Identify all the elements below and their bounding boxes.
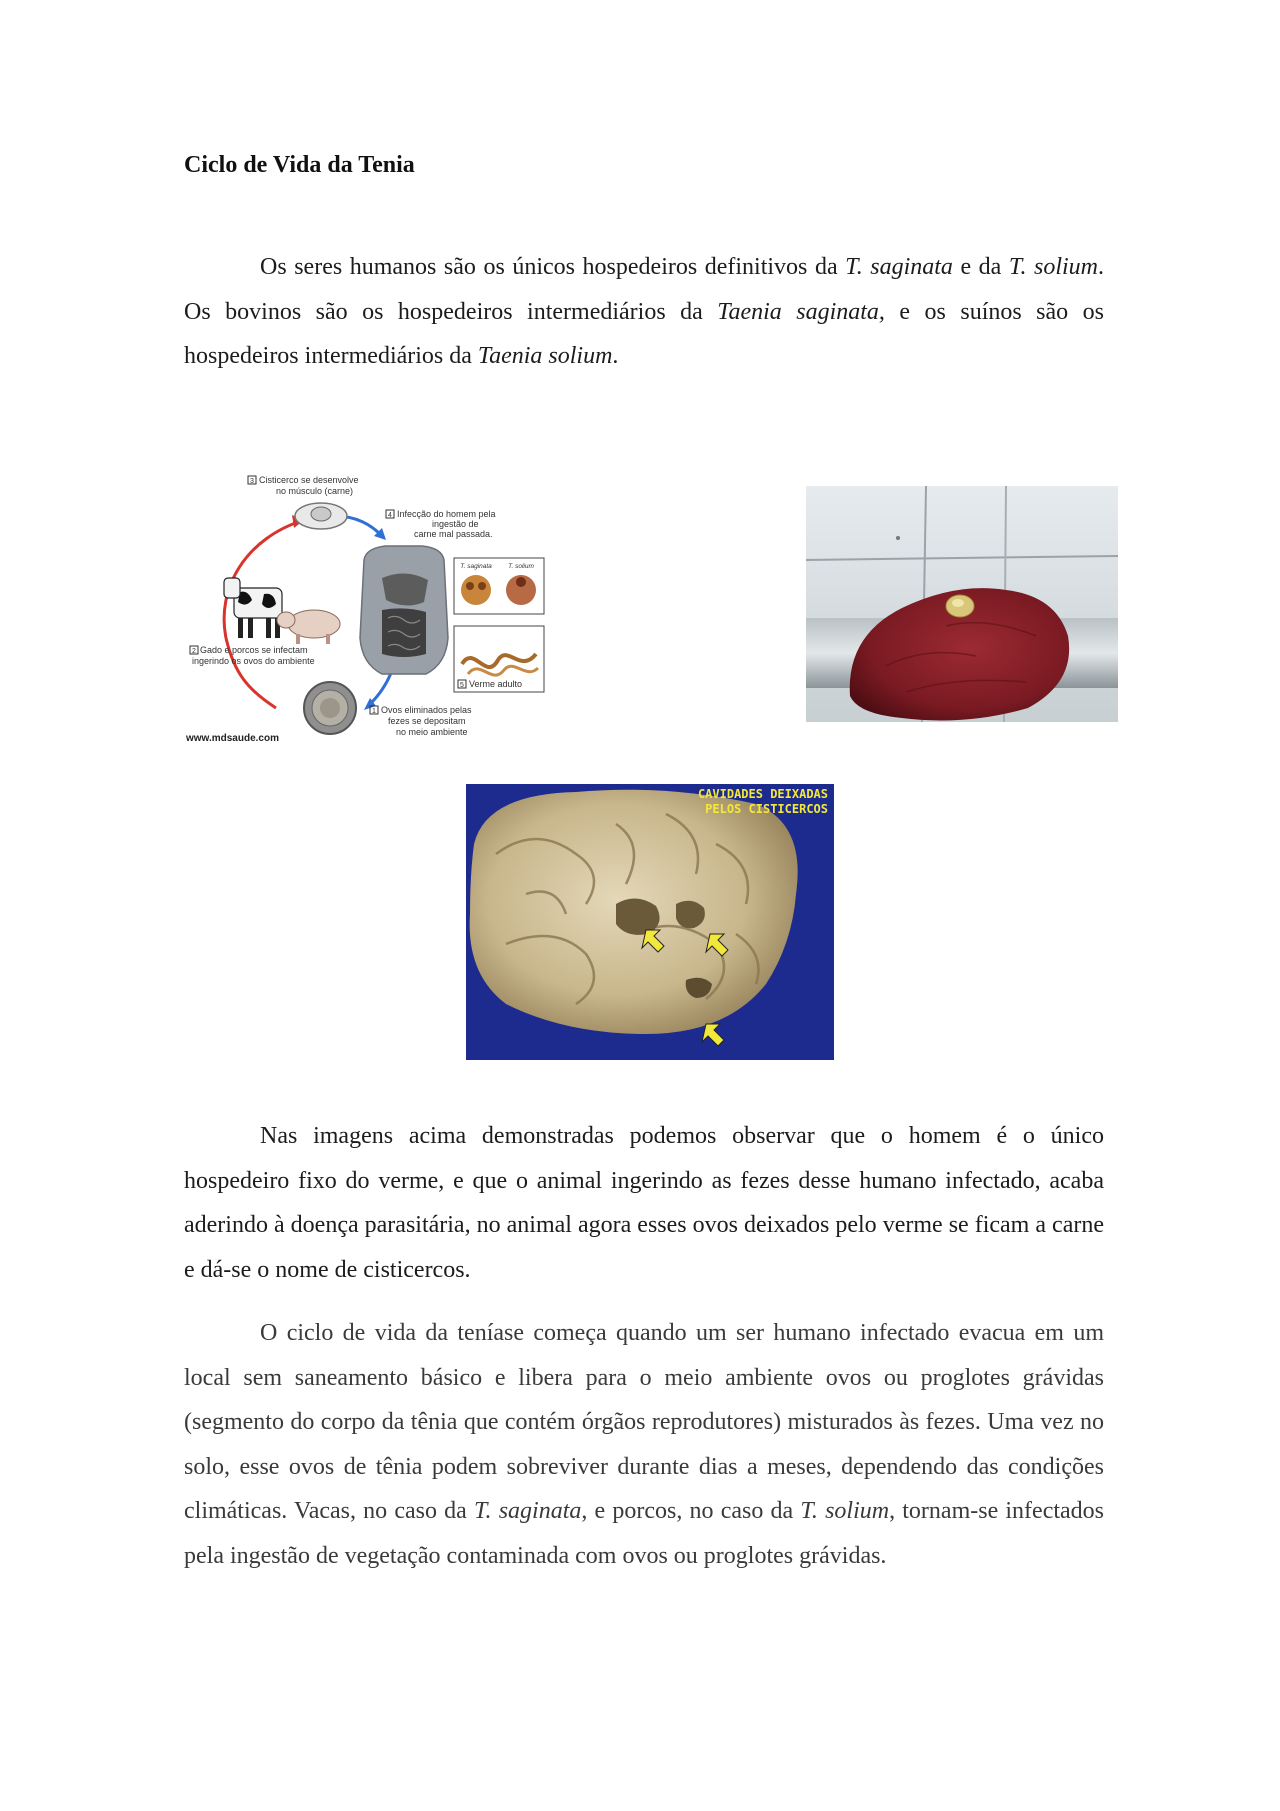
species-name: T. saginata: [845, 254, 953, 280]
step-label: Gado e porcos se infectam: [200, 645, 308, 655]
wall-speck: [896, 536, 900, 540]
cyst-highlight: [952, 599, 964, 607]
overlay-caption: PELOS CISTICERCOS: [705, 802, 828, 816]
pig-head-icon: [277, 612, 295, 628]
step-label: Cisticerco se desenvolve: [259, 475, 359, 485]
step-label: no meio ambiente: [396, 727, 468, 737]
step-number: 1: [372, 708, 376, 715]
species-name: T. solium: [800, 1498, 890, 1524]
paragraph-hosts: [184, 245, 1104, 379]
sucker-icon: [478, 582, 486, 590]
step-number: 5: [460, 682, 464, 689]
step-label: no músculo (carne): [276, 486, 354, 496]
species-name: Taenia solium: [477, 343, 613, 369]
cow-head-icon: [224, 578, 240, 598]
brain-cavities-photo: [466, 784, 834, 1060]
step-label: Verme adulto: [469, 679, 523, 689]
text-run: e da: [952, 254, 1009, 280]
lifecycle-diagram: [186, 468, 552, 748]
pig-leg-icon: [326, 634, 330, 644]
step-number: 4: [388, 512, 392, 519]
species-name: T. solium: [1008, 254, 1098, 280]
intestine-icon: [382, 608, 426, 657]
text-run: , e porcos, no caso da: [581, 1498, 801, 1524]
paragraph-lifecycle: [184, 1311, 1104, 1578]
step-number: 3: [250, 478, 254, 485]
step-label: ingestão de: [432, 519, 479, 529]
document-title: Ciclo de Vida da Tenia: [184, 152, 415, 178]
step-label: fezes se depositam: [388, 716, 466, 726]
step-number: 2: [192, 648, 196, 655]
pig-leg-icon: [296, 634, 300, 644]
stomach-icon: [382, 573, 428, 605]
step-label: Infecção do homem pela: [397, 509, 496, 519]
egg-core-icon: [320, 698, 340, 718]
step-label: ingerindo os ovos do ambiente: [192, 656, 315, 666]
step-label: carne mal passada.: [414, 529, 493, 539]
cysticercus-scolex-icon: [311, 507, 331, 521]
species-label: T. saginata: [460, 563, 492, 570]
cow-leg-icon: [266, 618, 271, 638]
step-label: Ovos eliminados pelas: [381, 705, 472, 715]
scolex-saginata-icon: [461, 575, 491, 605]
rostellum-icon: [516, 577, 526, 587]
cow-leg-icon: [238, 618, 243, 638]
source-watermark: www.mdsaude.com: [186, 733, 279, 744]
text-run: Os seres humanos são os únicos hospedeiros definitivos da: [260, 254, 846, 280]
infected-meat-photo: [806, 486, 1118, 722]
text-run: . Os bovinos são os hospedeiros intermediários da: [184, 254, 1104, 325]
text-run: O ciclo de vida da teníase começa quando um ser humano infectado evacua em um local sem saneamento básico e libera para o meio ambiente ovos ou proglotes grávidas (segmento do corpo da tênia que contém órgãos reprodutores) misturados às fezes. Uma vez no solo, esse ovos de tênia podem sobreviver durante dias a meses, dependendo das condições climáticas. Vacas, no caso da: [184, 1320, 1104, 1524]
species-name: Taenia saginata,: [717, 298, 885, 325]
overlay-caption: CAVIDADES DEIXADAS: [697, 787, 828, 801]
paragraph-observation: Nas imagens acima demonstradas podemos observar que o homem é o único hospedeiro fixo do verme, e que o animal ingerindo as fezes desse humano infectado, acaba aderindo à doença parasitária, no animal agora esses ovos deixados pelo verme se ficam a carne e dá-se o nome de cisticercos.: [184, 1123, 1104, 1283]
text-run: .: [612, 343, 619, 369]
pig-icon: [288, 610, 340, 638]
species-name: T. saginata: [473, 1498, 582, 1524]
cow-leg-icon: [248, 618, 253, 638]
text-run: , tornam-se infectados pela ingestão de vegetação contaminada com ovos ou proglotes grávidas.: [184, 1498, 1105, 1569]
species-label: T. solium: [508, 563, 534, 570]
sucker-icon: [466, 582, 474, 590]
text-run: e os suínos são os hospedeiros intermediários da: [184, 298, 1104, 369]
